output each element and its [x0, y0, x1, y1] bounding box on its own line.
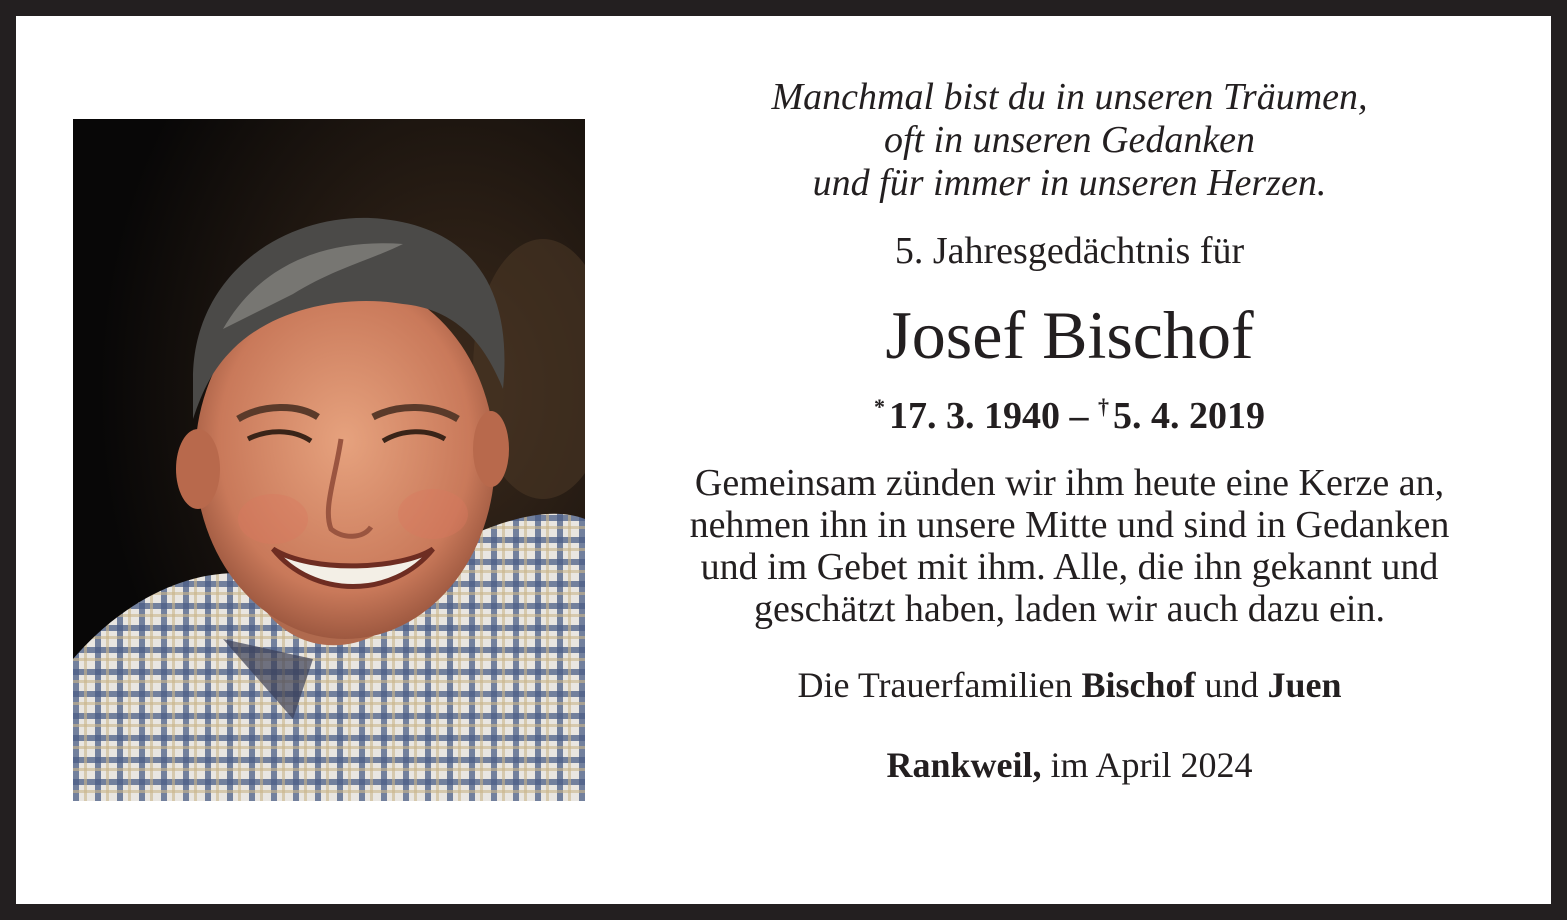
invitation-line: nehmen ihn in unsere Mitte und sind in Gedanken — [689, 504, 1450, 546]
death-symbol: † — [1098, 394, 1109, 419]
life-dates — [608, 385, 1531, 438]
motto — [608, 76, 1531, 205]
family-prefix: Die Trauerfamilien — [797, 665, 1073, 705]
invitation-line: Gemeinsam zünden wir ihm heute eine Kerze an, — [694, 462, 1445, 504]
motto-line: und für immer in unseren Herzen. — [812, 162, 1327, 204]
invitation-line: geschätzt haben, laden wir auch dazu ein. — [754, 588, 1385, 630]
family-conjunction: und — [1204, 665, 1259, 705]
portrait-photo — [73, 119, 585, 801]
birth-symbol: * — [874, 394, 885, 419]
occasion-heading: 5. Jahresgedächtnis für — [894, 230, 1245, 272]
place-date-text: im April 2024 — [1050, 745, 1253, 785]
invitation-line: und im Gebet mit ihm. Alle, die ihn gekannt und — [700, 546, 1439, 588]
family-signature — [608, 664, 1531, 706]
family-name-1: Bischof — [1081, 665, 1196, 705]
deceased-name: Josef Bischof — [885, 297, 1254, 373]
death-date: 5. 4. 2019 — [1113, 395, 1265, 437]
text-column — [608, 76, 1531, 786]
motto-line: oft in unseren Gedanken — [883, 119, 1256, 161]
birth-date: 17. 3. 1940 — [889, 395, 1060, 437]
motto-line: Manchmal bist du in unseren Träumen, — [771, 76, 1368, 118]
invitation-text — [608, 462, 1531, 630]
place-date — [608, 744, 1531, 786]
date-separator: – — [1069, 395, 1089, 437]
family-name-2: Juen — [1267, 665, 1342, 705]
place-town: Rankweil, — [886, 745, 1042, 785]
